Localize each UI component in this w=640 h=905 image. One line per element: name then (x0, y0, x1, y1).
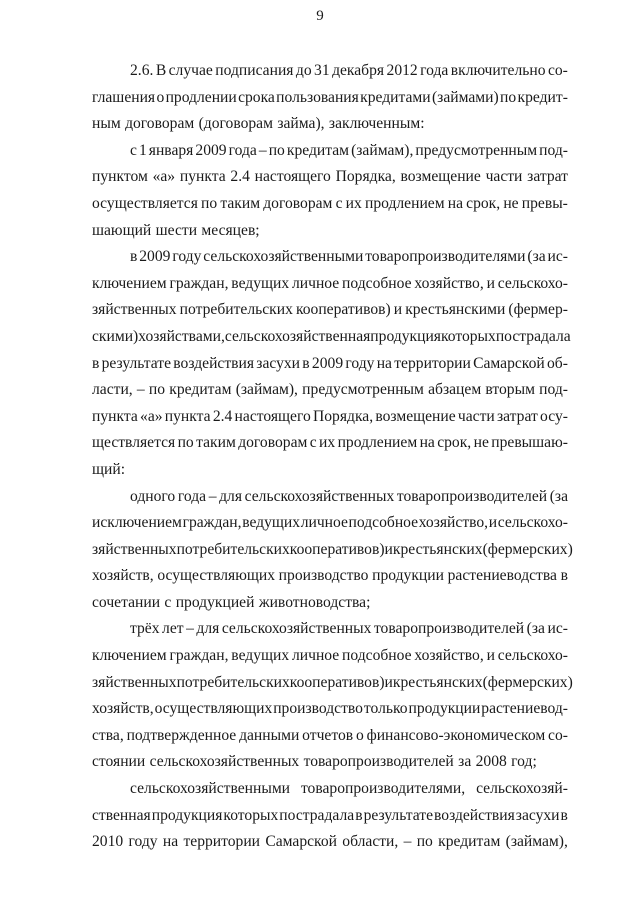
text-line: осуществляется по таким договорам с их продлением на срок, не превы- (92, 194, 568, 212)
text-line: 2.6. В случае подписания до 31 декабря 2012 года включительно со- (130, 62, 568, 79)
text-line: ным договорам (договорам займа), заключенным: (92, 115, 425, 133)
text-line: 2010 году на территории Самарской области, – по кредитам (займам), (92, 833, 568, 851)
text-line: шающий шести месяцев; (92, 221, 260, 239)
text-line: в 2009 году сельскохозяйственными товаропроизводителями (за ис- (130, 248, 568, 266)
document-body (92, 58, 573, 856)
text-line: с 1 января 2009 года – по кредитам (займам), предусмотренным под- (130, 141, 568, 159)
text-line: трёх лет – для сельскохозяйственных товаропроизводителей (за ис- (130, 620, 568, 638)
text-line: ственная продукция которых пострадала в результате воздействия засухи в (92, 806, 568, 824)
text-line: щий: (92, 460, 126, 478)
text-line: стоянии сельскохозяйственных товаропроизводителей за 2008 год; (92, 753, 537, 771)
text-line: зяйственных потребительских кооперативов) и крестьянских (фермерских) (92, 673, 573, 691)
text-line: ласти, – по кредитам (займам), предусмотренным абзацем вторым под- (92, 381, 568, 399)
text-line: пункта «а» пункта 2.4 настоящего Порядка, возмещение части затрат осу- (92, 407, 568, 425)
text-line: исключением граждан, ведущих личное подсобное хозяйство, и сельскохо- (92, 514, 568, 532)
text-line: зяйственных потребительских кооперативов) и крестьянскими (фермер- (92, 301, 568, 319)
text-line: ключением граждан, ведущих личное подсобное хозяйство, и сельскохо- (92, 274, 568, 292)
text-line: хозяйств, осуществляющих производство только продукции растениевод- (92, 700, 568, 718)
text-line: глашения о продлении срока пользования кредитами (займами) по кредит- (92, 88, 568, 106)
text-line: ществляется по таким договорам с их продлением на срок, не превышаю- (92, 434, 568, 452)
text-line: пунктом «а» пункта 2.4 настоящего Порядка, возмещение части затрат (92, 168, 568, 186)
text-line: зяйственных потребительских кооперативов) и крестьянских (фермерских) (92, 540, 573, 558)
text-line: ства, подтвержденное данными отчетов о финансово-экономическом со- (92, 726, 568, 744)
text-line: в результате воздействия засухи в 2009 году на территории Самарской об- (92, 354, 568, 372)
text-line: скими) хозяйствами, сельскохозяйственная продукция которых пострадала (92, 327, 571, 345)
text-line: сочетании с продукцией животноводства; (92, 593, 371, 611)
text-line: сельскохозяйственными товаропроизводителями, сельскохозяй- (130, 780, 568, 798)
text-line: одного года – для сельскохозяйственных товаропроизводителей (за (130, 487, 568, 505)
text-line: хозяйств, осуществляющих производство продукции растениеводства в (92, 567, 568, 585)
text-line: ключением граждан, ведущих личное подсобное хозяйство, и сельскохо- (92, 647, 568, 665)
page-number: 9 (316, 8, 324, 24)
